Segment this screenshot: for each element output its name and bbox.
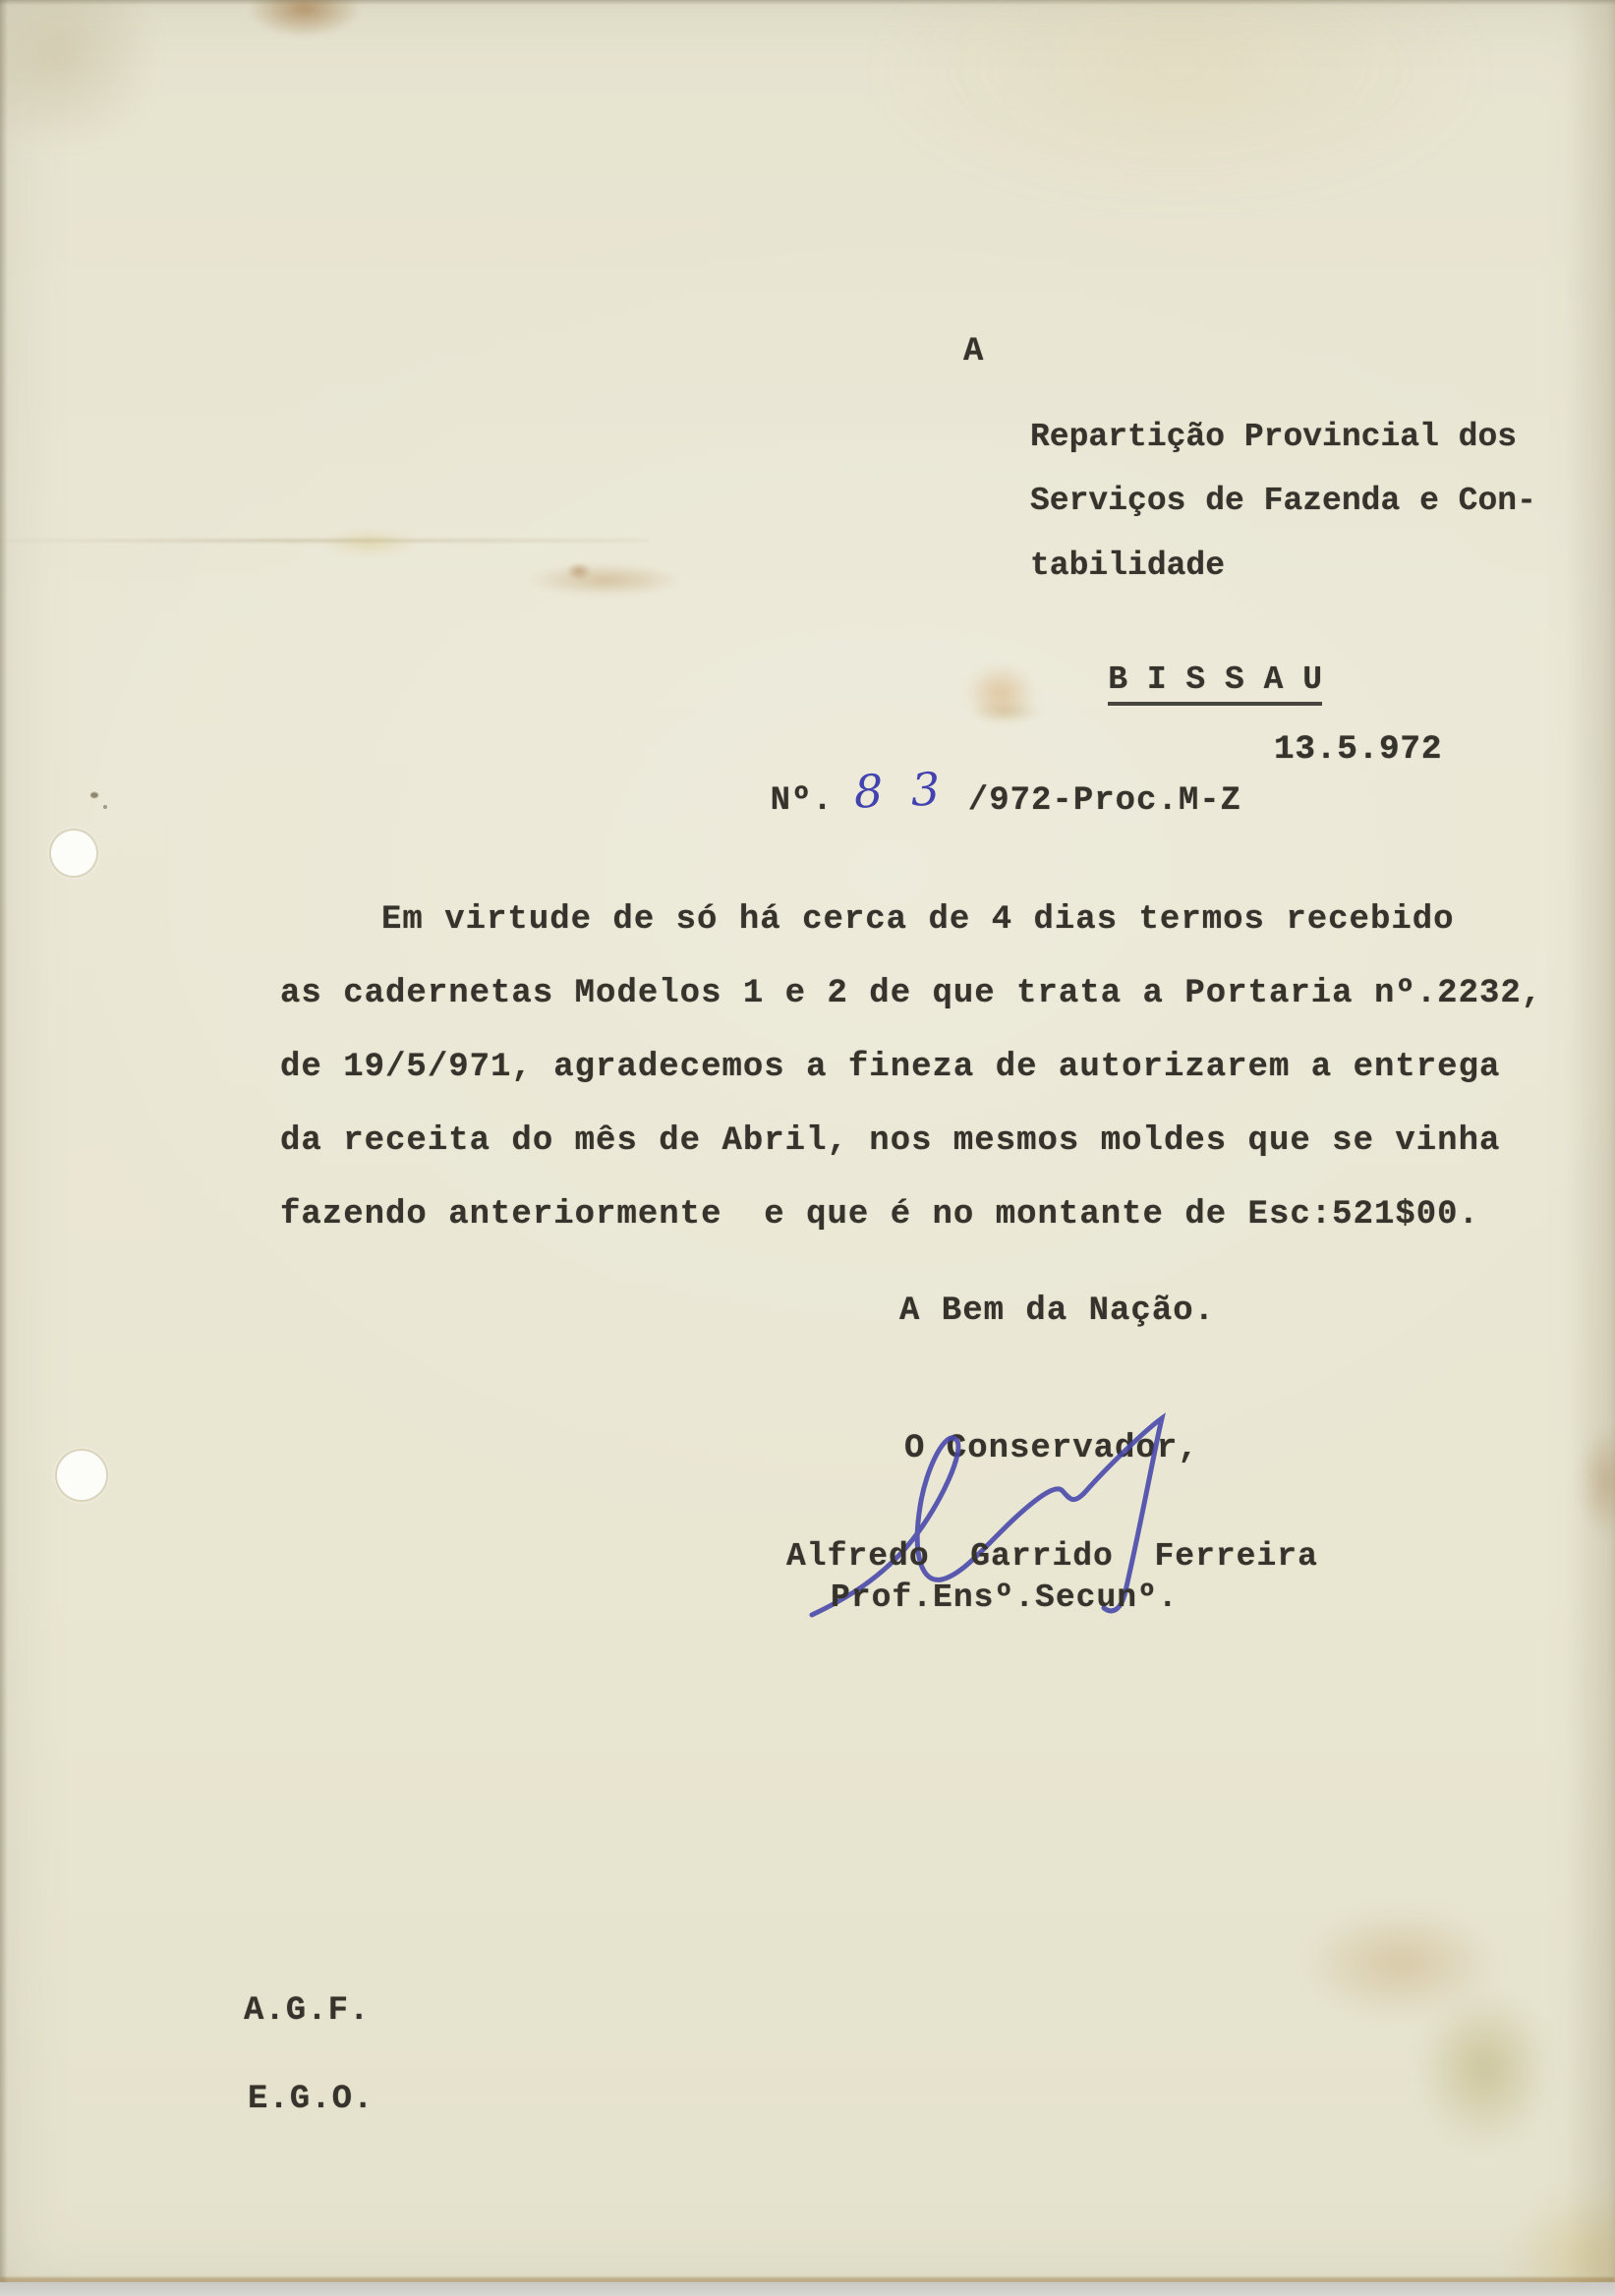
stain-top-left-corner bbox=[0, 0, 162, 152]
motto: A Bem da Nação. bbox=[899, 1292, 1216, 1330]
signatory-name: Alfredo Garrido Ferreira bbox=[786, 1538, 1318, 1575]
stain-top-edge bbox=[248, 0, 361, 37]
speck-2 bbox=[103, 805, 107, 809]
stain-mid-streak bbox=[529, 564, 681, 596]
salutation: A bbox=[963, 333, 985, 371]
recipient-line-2: Serviços de Fazenda e Con- bbox=[1030, 483, 1536, 519]
reference-suffix: /972-Proc.M-Z bbox=[947, 782, 1242, 821]
reference-date: 13.5.972 bbox=[1274, 731, 1443, 769]
footer-initials-agf: A.G.F. bbox=[244, 1992, 371, 2030]
body-line-2: as cadernetas Modelos 1 e 2 de que trata a Portaria nº.2232, bbox=[280, 975, 1543, 1012]
paper-bottom-edge bbox=[0, 2277, 1615, 2283]
recipient-city bbox=[1030, 627, 1322, 741]
scanner-background-strip bbox=[0, 2282, 1615, 2296]
stain-mid-streak-dot bbox=[566, 562, 592, 580]
body-line-4: da receita do mês de Abril, nos mesmos moldes que se vinha bbox=[280, 1122, 1501, 1160]
stain-top-right-wash bbox=[865, 0, 1494, 206]
reference-line bbox=[686, 732, 1241, 857]
stain-bottom-right-olive bbox=[1418, 1990, 1551, 2148]
footer-initials-ego: E.G.O. bbox=[248, 2081, 375, 2118]
recipient-line-1: Repartição Provincial dos bbox=[1030, 419, 1518, 455]
reference-prefix: Nº. bbox=[770, 782, 855, 821]
punch-hole-bottom bbox=[57, 1451, 106, 1500]
recipient-line-3: tabilidade bbox=[1030, 547, 1226, 584]
stain-bottom-right-corner bbox=[1509, 2187, 1615, 2296]
crease-line bbox=[0, 539, 649, 543]
body-line-1: Em virtude de só há cerca de 4 dias termos recebido bbox=[381, 901, 1455, 939]
top-edge-shading bbox=[0, 0, 1615, 5]
body-line-3: de 19/5/971, agradecemos a fineza de autorizarem a entrega bbox=[280, 1049, 1501, 1086]
punch-hole-top bbox=[51, 831, 96, 876]
recipient-city-label: B I S S A U bbox=[1108, 662, 1322, 705]
speck-1 bbox=[90, 792, 98, 798]
body-line-5: fazendo anteriormente e que é no montante de Esc:521$00. bbox=[280, 1196, 1479, 1234]
stain-crease-blob bbox=[322, 529, 416, 556]
signatory-role: Prof.Ensº.Secunº. bbox=[831, 1579, 1179, 1616]
stain-bissau bbox=[965, 664, 1036, 721]
stain-right-middle bbox=[1579, 1425, 1615, 1538]
right-edge-shading bbox=[1566, 0, 1615, 2296]
signature-title: O Conservador, bbox=[904, 1430, 1199, 1467]
handwritten-reference-number: 8 3 bbox=[853, 762, 949, 820]
stain-bottom-right-tan bbox=[1302, 1907, 1499, 2020]
left-edge-shading bbox=[0, 0, 8, 2296]
